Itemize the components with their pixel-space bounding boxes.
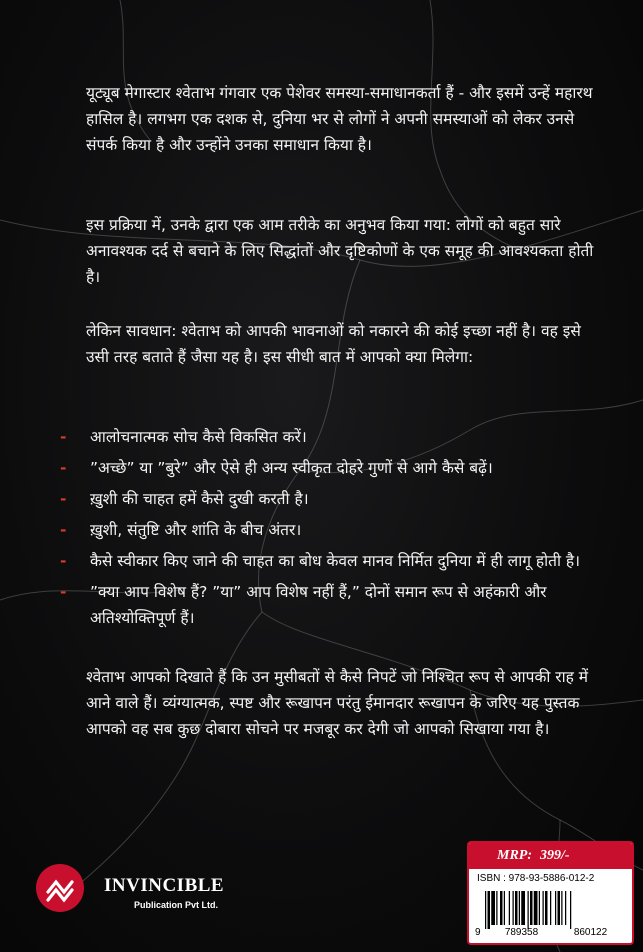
list-item-text: ”अच्छे” या ”बुरे” और ऐसे ही अन्य स्वीकृत दोहरे गुणों से आगे कैसे बढ़ें। [90,459,493,477]
list-item [60,424,620,450]
list-item [60,548,620,574]
intro-paragraph: यूट्यूब मेगास्टार श्वेताभ गंगवार एक पेशेवर समस्या-समाधानकर्ता हैं - और इसमें उन्हें महारथ हासिल है। लगभग एक दशक से, दुनिया भर से लोगों ने अपनी समस्याओं को लेकर उनसे संपर्क किया है और उन्होंने उनका समाधान किया है। [86,84,593,154]
bullet-dash: - [60,552,67,570]
barcode-bar [561,891,562,925]
process-paragraph: इस प्रक्रिया में, उनके द्वारा एक आम तरीके का अनुभव किया गया: लोगों को बहुत सारे अनावश्यक दर्द से बचाने के लिए सिद्धांतों और दृष्टिकोणों के एक समूह की आवश्यकता होती है। [86,216,594,286]
barcode-bar [545,891,548,925]
barcode-bar [521,891,525,925]
barcode-digits [475,927,625,938]
barcode-bar [530,891,533,925]
publisher-name: INVINCIBLE [104,875,225,896]
barcode-bar [500,891,503,925]
list-item-text: ”क्या आप विशेष हैं? ”या” आप विशेष नहीं हैं,” दोनों समान रूप से अहंकारी और अतिश्योक्तिपूर्ण हैं। [90,583,547,627]
barcode-bar [488,891,491,929]
barcode-bar [485,891,486,929]
barcode-digit-right: 860122 [573,927,608,938]
list-item-text: आलोचनात्मक सोच कैसे विकसित करें। [90,428,307,446]
barcode-bar [543,891,544,925]
barcode-bar [565,891,566,925]
barcode-bar [504,891,505,925]
barcode-bar [558,891,561,925]
benefits-list [60,424,620,636]
barcode-bar [509,891,510,925]
barcode-bar [528,891,529,929]
barcode-bar [534,891,538,925]
list-item [60,486,620,512]
barcode-digit-left: 789358 [504,927,539,938]
barcode-bar [555,891,556,925]
barcode-bar [550,891,551,925]
list-item-text: कैसे स्वीकार किए जाने की चाहत का बोध केवल मानव निर्मित दुनिया में ही लागू होती है। [90,552,580,570]
list-item [60,455,620,481]
barcode-bar [519,891,520,925]
list-item [60,517,620,543]
list-item-text: ख़ुशी की चाहत हमें कैसे दुखी करती है। [90,490,309,508]
publisher-logo [34,862,264,922]
isbn-text: ISBN : 978-93-5886-012-2 [477,873,595,884]
barcode-bar [496,891,497,925]
mrp-banner [469,843,632,869]
bullet-dash: - [60,490,67,508]
bullet-dash: - [60,583,67,601]
bullet-dash: - [60,428,67,446]
barcode [475,891,625,929]
barcode-bar [515,891,518,925]
barcode-bar [570,891,571,929]
closing-paragraph: श्वेताभ आपको दिखाते हैं कि उन मुसीबतों से कैसे निपटें जो निश्चित रूप से आपकी राह में आने वाले हैं। व्यंग्यात्मक, स्पष्ट और रूखापन परंतु ईमानदार रूखापन के जरिए यह पुस्तक आपको वह सब कुछ दोबारा सोचने पर मजबूर कर देगी जो आपको सिखाया गया है। [86,668,589,738]
list-item-text: ख़ुशी, संतुष्टि और शांति के बीच अंतर। [90,521,302,539]
bullet-dash: - [60,459,67,477]
publisher-emblem-icon [34,862,86,914]
barcode-bar [491,891,495,925]
price-barcode-box [467,841,634,945]
publisher-subtitle: Publication Pvt Ltd. [134,900,219,910]
caution-paragraph: लेकिन सावधान: श्वेताभ को आपकी भावनाओं को नकारने की कोई इच्छा नहीं है। वह इसे उसी तरह बताते हैं जैसा यह है। इस सीधी बात में आपको क्या मिलेगा: [86,322,581,366]
barcode-bar [513,891,514,925]
mrp-value: 399/- [540,848,570,863]
bullet-dash: - [60,521,67,539]
list-item [60,579,620,631]
barcode-digit-lead: 9 [475,927,481,938]
mrp-label: MRP: [497,848,532,863]
barcode-bar [539,891,540,925]
